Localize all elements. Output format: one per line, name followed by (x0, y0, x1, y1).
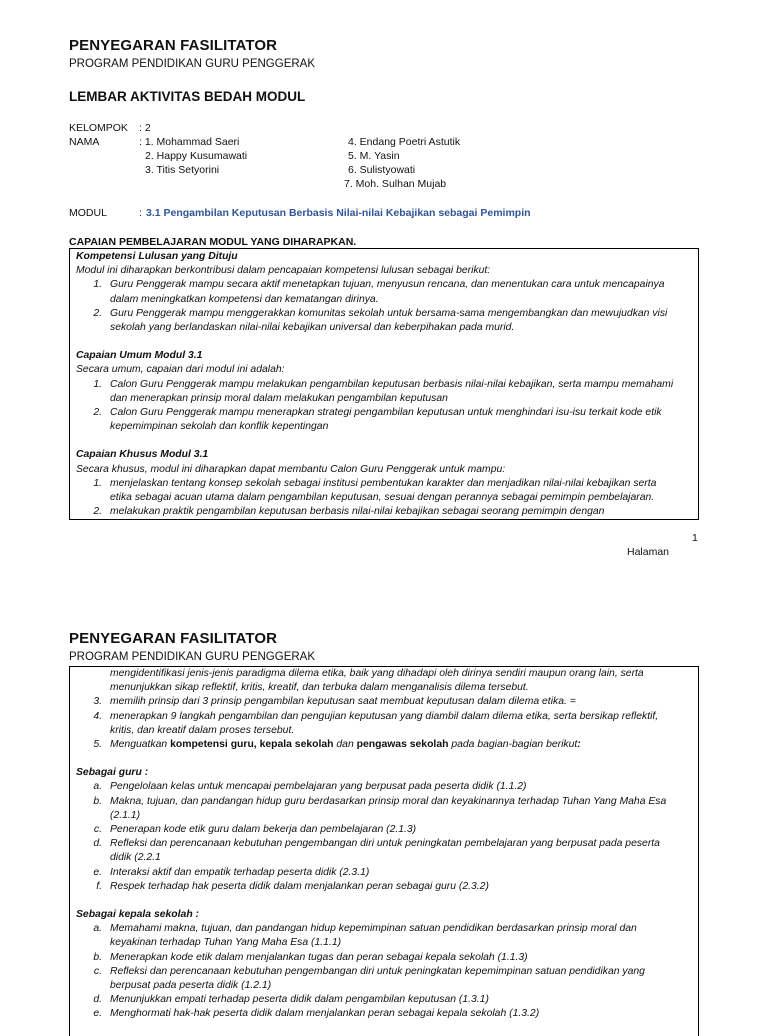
modul-colon: : (139, 207, 142, 219)
guru-item-line: Interaksi aktif dan empatik terhadap peserta didik (2.3.1) (110, 866, 370, 878)
kepsek-item-line: Menunjukkan empati terhadap peserta didik dalam pengambilan keputusan (1.3.1) (110, 994, 489, 1006)
name-6: 6. Sulistyowati (348, 164, 416, 176)
kepsek-item (76, 965, 692, 993)
item5-mid: dan (333, 739, 357, 751)
guru-item-line: Penerapan kode etik guru dalam bekerja dan pembelajaran (2.1.3) (110, 824, 417, 836)
guru-list (76, 780, 692, 894)
page-number: 1 (692, 532, 698, 544)
ck-item-line: melakukan praktik pengambilan keputusan berbasis nilai-nilai kebajikan sebagai seorang pemimpin dengan (110, 506, 605, 518)
names-left (139, 135, 247, 177)
item5-colon: : (577, 739, 581, 751)
page-label: Halaman (627, 546, 670, 558)
name-3: 3. Titis Setyorini (145, 164, 220, 176)
cu-item-num: 2. (93, 407, 102, 419)
name-2: 2. Happy Kusumawati (145, 150, 248, 162)
kl-item (76, 278, 692, 306)
page1-header-subtitle: PROGRAM PENDIDIKAN GURU PENGGERAK (69, 58, 316, 70)
kl-item-line: Guru Penggerak mampu menggerakkan komunitas sekolah untuk bersama-sama mengembangkan dan mewujudkan visi (110, 307, 668, 319)
guru-item-line: didik (2.2.1 (110, 852, 161, 864)
kl-item-num: 1. (93, 279, 102, 291)
cu-item-line: dan menerapkan prinsip moral dalam melakukan pengambilan keputusan (110, 392, 448, 404)
modul-label: MODUL (69, 207, 107, 219)
guru-item (76, 780, 692, 794)
kl-item (76, 307, 692, 335)
ck-item-num: 3. (93, 696, 102, 708)
name-4: 4. Endang Poetri Astutik (348, 136, 461, 148)
guru-item-line: Makna, tujuan, dan pandangan hidup guru berdasarkan prinsip moral dan keyakinannya terhadap Tuhan Yang Maha Esa (110, 795, 667, 807)
guru-item-line: Respek terhadap hak peserta didik dalam menjalankan peran sebagai guru (2.3.2) (110, 880, 489, 892)
ck-item-5 (76, 738, 692, 752)
page2-header-title: PENYEGARAN FASILITATOR (69, 630, 278, 647)
ck-item-line: etika sebagai acuan utama dalam pengambilan keputusan, sesuai dengan perannya sebagai pemimpin pembelajaran. (110, 492, 655, 504)
item5-post: pada bagian-bagian berikut (448, 739, 578, 751)
kepsek-item (76, 993, 692, 1007)
guru-item-line: (2.1.1) (110, 809, 141, 821)
kl-item-line: Guru Penggerak mampu secara aktif menetapkan tujuan, menyusun rencana, dan menentukan cara untuk mencapainya (110, 279, 665, 291)
names-right (345, 135, 460, 191)
guru-item-line: Refleksi dan perencanaan kebutuhan pengembangan diri untuk peningkatan pembelajaran yang berpusat pada peserta (110, 838, 660, 850)
cu-item-line: Calon Guru Penggerak mampu melakukan pengambilan keputusan berbasis nilai-nilai kebajikan, serta mampu memahami (110, 378, 674, 390)
kepsek-item-line: Menghormati hak-hak peserta didik dalam menjalankan peran sebagai kepala sekolah (1.3.2) (110, 1008, 540, 1020)
guru-item-letter: a. (93, 781, 102, 793)
kepsek-list (76, 922, 692, 1021)
item5-bold-2: pengawas sekolah (356, 739, 449, 751)
ck-item-num: 1. (93, 477, 102, 489)
kl-item-num: 2. (93, 307, 102, 319)
ck-item-line: kritis, dan kreatif dalam proses tersebut. (110, 724, 295, 736)
item5-pre: Menguatkan (110, 739, 171, 751)
cu-item-line: Calon Guru Penggerak mampu menerapkan strategi pengambilan keputusan untuk menghindari isu-isu terkait kode etik (110, 407, 662, 419)
kelompok-value: : 2 (139, 122, 151, 134)
kepsek-title: Sebagai kepala sekolah : (76, 909, 200, 921)
kepsek-item-letter: c. (93, 965, 102, 977)
kepsek-item-letter: e. (93, 1008, 102, 1020)
guru-item (76, 866, 692, 880)
cu-intro: Secara umum, capaian dari modul ini adalah: (76, 364, 285, 376)
cu-title: Capaian Umum Modul 3.1 (76, 350, 203, 362)
capaian-box (69, 248, 699, 520)
ck-item-num: 5. (93, 739, 102, 751)
cont-line: menunjukkan sikap reflektif, kritis, kreatif, dan terbuka dalam menganalisis dilema tersebut. (110, 682, 529, 694)
capaian-heading: CAPAIAN PEMBELAJARAN MODUL YANG DIHARAPKAN. (69, 236, 357, 248)
kepsek-item-letter: a. (93, 923, 102, 935)
cu-item (76, 378, 692, 406)
ck-item-line: menerapkan 9 langkah pengambilan dan pengujian keputusan yang diambil dalam dilema etika, serta bersikap reflektif, (110, 710, 659, 722)
kepsek-item-letter: b. (93, 951, 102, 963)
cu-item-num: 1. (93, 378, 102, 390)
kepsek-item-letter: d. (93, 994, 102, 1006)
guru-item-letter: c. (93, 824, 102, 836)
ck-item-num: 4. (93, 710, 102, 722)
kl-intro: Modul ini diharapkan berkontribusi dalam pencapaian kompetensi lulusan sebagai berikut: (76, 265, 491, 277)
ck-item-line: memilih prinsip dari 3 prinsip pengambilan keputusan saat membuat keputusan dalam dilema etika. = (110, 696, 576, 708)
kepsek-item-line: berpusat pada peserta didik (1.2.1) (110, 980, 272, 992)
page1-header-title: PENYEGARAN FASILITATOR (69, 37, 278, 54)
kepsek-item-line: keyakinan terhadap Tuhan Yang Maha Esa (1.1.1) (110, 937, 342, 949)
ck-item-num: 2. (93, 506, 102, 518)
guru-item-letter: e. (93, 866, 102, 878)
guru-item-letter: f. (96, 880, 102, 892)
sheet-title: LEMBAR AKTIVITAS BEDAH MODUL (69, 89, 306, 104)
cu-item (76, 406, 692, 434)
guru-item (76, 795, 692, 823)
ck-item-line: menjelaskan tentang konsep sekolah sebagai institusi pembentukan karakter dan menjadikan nilai-nilai kebajikan serta (110, 477, 657, 489)
ck-item (76, 710, 692, 738)
kepsek-item-line: Refleksi dan perencanaan kebutuhan pengembangan diri untuk peningkatan kepemimpinan satuan pendidikan yang (110, 965, 645, 977)
kepsek-item-line: Memahami makna, tujuan, dan pandangan hidup kepemimpinan satuan pendidikan berdasarkan prinsip moral dan (110, 923, 637, 935)
kl-title: Kompetensi Lulusan yang Dituju (76, 251, 238, 262)
ck-item (76, 505, 692, 519)
guru-item-letter: d. (93, 838, 102, 850)
ck-intro: Secara khusus, modul ini diharapkan dapat membantu Calon Guru Penggerak untuk mampu: (76, 463, 506, 475)
guru-item (76, 837, 692, 865)
cu-item-line: kepemimpinan sekolah dan konflik kepentingan (110, 421, 329, 433)
kepsek-item-line: Menerapkan kode etik dalam menjalankan tugas dan peran sebagai kepala sekolah (1.1.3) (110, 951, 528, 963)
guru-item (76, 823, 692, 837)
guru-item-letter: b. (93, 795, 102, 807)
ck-title: Capaian Khusus Modul 3.1 (76, 449, 209, 461)
modul-value: 3.1 Pengambilan Keputusan Berbasis Nilai-nilai Kebajikan sebagai Pemimpin (146, 207, 531, 219)
page2-header-subtitle: PROGRAM PENDIDIKAN GURU PENGGERAK (69, 651, 316, 663)
kepsek-item (76, 951, 692, 965)
kepsek-item (76, 1007, 692, 1021)
kepsek-item (76, 922, 692, 950)
kelompok-label: KELOMPOK (69, 122, 128, 134)
guru-item (76, 880, 692, 894)
nama-label: NAMA (69, 136, 100, 148)
name-5: 5. M. Yasin (348, 150, 400, 162)
guru-title: Sebagai guru : (76, 767, 149, 779)
ck-item (76, 477, 692, 505)
name-7: 7. Moh. Sulhan Mujab (344, 178, 447, 190)
name-1: : 1. Mohammad Saeri (139, 136, 240, 148)
ck-item (76, 695, 692, 709)
kl-item-line: sekolah yang berlandaskan nilai-nilai kebajikan universal dan keberpihakan pada murid. (110, 322, 515, 334)
guru-item-line: Pengelolaan kelas untuk mencapai pembelajaran yang berpusat pada peserta didik (1.1.2) (110, 781, 527, 793)
cont-line: mengidentifikasi jenis-jenis paradigma dilema etika, baik yang dihadapi oleh dirinya sendiri maupun orang lain, serta (110, 668, 644, 679)
item5-bold-1: kompetensi guru, kepala sekolah (170, 739, 334, 751)
kl-item-line: dalam meningkatkan kompetensi dan kematangan dirinya. (110, 293, 379, 305)
continuation-box (69, 666, 699, 1036)
